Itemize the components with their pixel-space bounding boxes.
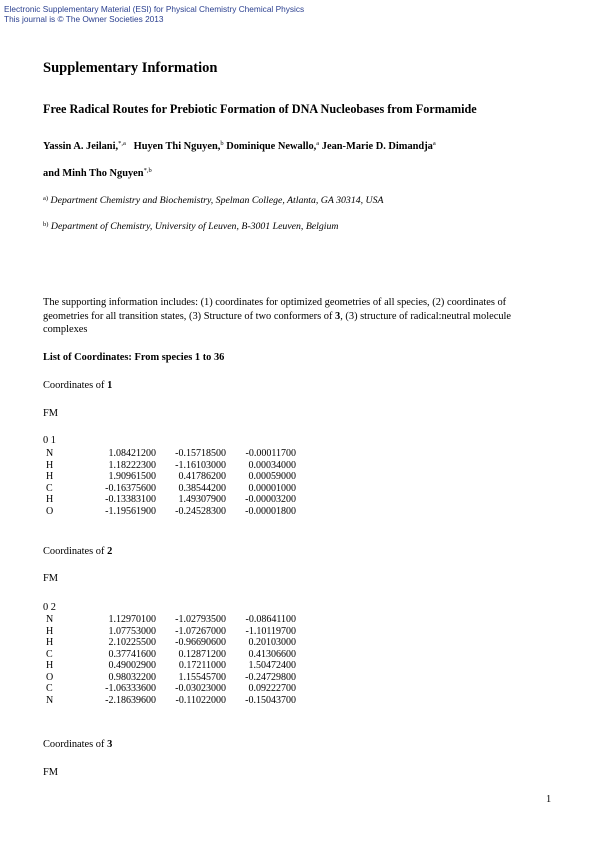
element-symbol: C: [46, 683, 53, 694]
method-label: FM: [43, 573, 59, 584]
author-affiliation-mark: a: [316, 140, 320, 147]
header-line-1: Electronic Supplementary Material (ESI) for Physical Chemistry Chemical Physics: [4, 4, 305, 14]
element-symbol: N: [46, 448, 54, 459]
z-coordinate: -0.15043700: [245, 694, 296, 706]
author-affiliation-mark: a: [432, 140, 436, 147]
x-coordinate: -0.16375600: [105, 482, 156, 494]
x-coordinate: 2.10225500: [108, 637, 156, 648]
affiliation-b: [43, 221, 338, 232]
table-row: [43, 460, 296, 472]
z-coordinate: 0.00059000: [248, 471, 296, 482]
coordinates-label: Coordinates of: [43, 739, 108, 750]
affiliation-text: Department Chemistry and Biochemistry, Spelman College, Atlanta, GA 30314, USA: [50, 195, 384, 206]
y-coordinate: 1.49307900: [178, 494, 226, 505]
table-row: [43, 506, 296, 518]
x-coordinate: -1.19561900: [105, 505, 156, 517]
x-coordinate: 0.49002900: [108, 660, 156, 671]
z-coordinate: -0.00011700: [245, 448, 296, 459]
x-coordinate: 1.90961500: [108, 471, 156, 482]
coordinates-heading: [43, 380, 112, 391]
species-number: 3: [107, 739, 113, 750]
charge-multiplicity: 0 2: [43, 602, 56, 613]
element-symbol: O: [46, 671, 54, 683]
y-coordinate: -1.16103000: [175, 459, 226, 471]
table-row: [43, 471, 296, 483]
list-heading: List of Coordinates: From species 1 to 36: [43, 352, 225, 363]
affiliation-mark: b): [43, 221, 49, 228]
z-coordinate: -0.24729800: [245, 671, 296, 683]
author-name: Huyen Thi Nguyen,: [133, 141, 221, 152]
table-row: [43, 695, 296, 707]
y-coordinate: -0.11022000: [175, 694, 226, 706]
author-affiliation-mark: *,a: [118, 140, 126, 147]
z-coordinate: -0.08641100: [245, 614, 296, 625]
table-row: [43, 614, 296, 626]
x-coordinate: 1.08421200: [108, 448, 156, 459]
z-coordinate: 0.09222700: [248, 683, 296, 694]
affiliation-a: [43, 195, 384, 206]
journal-header: [4, 4, 304, 24]
author-name: Dominique Newallo,: [226, 141, 317, 152]
coordinates-heading: [43, 546, 112, 557]
element-symbol: H: [46, 471, 54, 482]
species-number: 2: [107, 546, 113, 557]
z-coordinate: 0.00034000: [248, 459, 296, 471]
element-symbol: N: [46, 614, 54, 625]
x-coordinate: -2.18639600: [105, 694, 156, 706]
table-row: [43, 626, 296, 638]
x-coordinate: 1.12970100: [108, 614, 156, 625]
header-line-2: This journal is © The Owner Societies 2013: [4, 14, 164, 24]
coordinates-label: Coordinates of: [43, 380, 108, 391]
x-coordinate: 1.07753000: [108, 625, 156, 637]
element-symbol: C: [46, 648, 53, 660]
y-coordinate: 0.12871200: [178, 648, 226, 660]
z-coordinate: 0.41306600: [248, 648, 296, 660]
table-row: [43, 448, 296, 460]
y-coordinate: 0.38544200: [178, 482, 226, 494]
element-symbol: H: [46, 459, 54, 471]
method-label: FM: [43, 408, 59, 419]
x-coordinate: 0.37741600: [108, 648, 156, 660]
x-coordinate: 0.98032200: [108, 671, 156, 683]
author-list: [43, 140, 436, 154]
x-coordinate: 1.18222300: [108, 459, 156, 471]
method-label: FM: [43, 767, 59, 778]
coordinates-label: Coordinates of: [43, 546, 108, 557]
intro-text-end: , (3) structure of radical:neutral molecule complexes: [43, 310, 512, 336]
author-affiliation-mark: *,b: [143, 167, 152, 174]
x-coordinate: -1.06333600: [105, 683, 156, 694]
table-row: [43, 494, 296, 506]
y-coordinate: 1.15545700: [178, 671, 226, 683]
table-row: [43, 637, 296, 649]
coordinates-heading: [43, 739, 112, 750]
affiliation-text: Department of Chemistry, University of Leuven, B-3001 Leuven, Belgium: [50, 221, 339, 232]
table-row: [43, 483, 296, 495]
intro-text: The supporting information includes: (1) coordinates for optimized geometries of all species, (2) coordinates of geometries for all transition states, (3) Structure of two conformers of: [43, 297, 507, 322]
document-title: Supplementary Information: [43, 60, 218, 76]
z-coordinate: -1.10119700: [245, 625, 296, 637]
z-coordinate: 0.20103000: [248, 637, 296, 648]
y-coordinate: -1.02793500: [175, 614, 226, 625]
z-coordinate: -0.00003200: [245, 494, 296, 505]
y-coordinate: 0.41786200: [178, 471, 226, 482]
charge-multiplicity: 0 1: [43, 435, 56, 446]
table-row: [43, 683, 296, 695]
author-name: Yassin A. Jeilani,: [43, 141, 119, 152]
author-name: and Minh Tho Nguyen: [43, 168, 144, 179]
element-symbol: N: [46, 694, 54, 706]
species-number: 1: [107, 380, 113, 391]
y-coordinate: -0.15718500: [175, 448, 226, 459]
table-row: [43, 649, 296, 661]
y-coordinate: -0.24528300: [175, 505, 226, 517]
table-row: [43, 672, 296, 684]
y-coordinate: -1.07267000: [175, 625, 226, 637]
z-coordinate: 0.00001000: [248, 482, 296, 494]
z-coordinate: 1.50472400: [248, 660, 296, 671]
author-affiliation-mark: b: [220, 140, 224, 147]
y-coordinate: -0.96690600: [175, 637, 226, 648]
intro-paragraph: [43, 296, 553, 337]
intro-bold-species: 3: [335, 310, 341, 322]
x-coordinate: -0.13383100: [105, 494, 156, 505]
y-coordinate: 0.17211000: [178, 660, 226, 671]
coordinate-table: [43, 614, 296, 706]
page-number: 1: [546, 794, 552, 805]
affiliation-mark: a): [43, 195, 49, 202]
element-symbol: O: [46, 505, 54, 517]
y-coordinate: -0.03023000: [175, 683, 226, 694]
z-coordinate: -0.00001800: [245, 505, 296, 517]
element-symbol: H: [46, 637, 54, 648]
element-symbol: C: [46, 482, 53, 494]
author-name: Jean-Marie D. Dimandja: [321, 141, 433, 152]
author-list-continued: [43, 167, 152, 181]
table-row: [43, 660, 296, 672]
coordinate-table: [43, 448, 296, 517]
element-symbol: H: [46, 660, 54, 671]
paper-title: Free Radical Routes for Prebiotic Formation of DNA Nucleobases from Formamide: [43, 102, 477, 116]
element-symbol: H: [46, 625, 54, 637]
element-symbol: H: [46, 494, 54, 505]
